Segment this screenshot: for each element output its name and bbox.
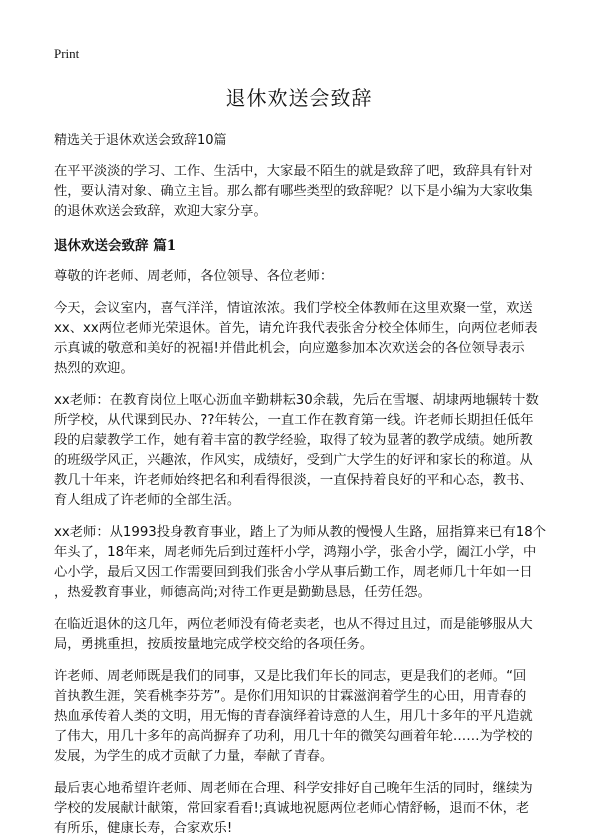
text-line: 许老师、周老师既是我们的同事，又是比我们年长的同志，更是我们的老师。“回 <box>54 669 527 684</box>
text-line: 热血承传着人类的文明，用无悔的青春演绎着诗意的人生，用几十多年的平凡造就 <box>54 709 533 724</box>
text-line: 育人组成了许老师的全部生活。 <box>54 493 241 508</box>
text-line: xx老师：从1993投身教育事业，踏上了为师从教的慢慢人生路，屈指算来已有18个 <box>54 525 546 540</box>
intro-paragraph <box>54 162 554 222</box>
text-line: 性，要认清对象、确立主旨。那么都有哪些类型的致辞呢？以下是小编为大家收集 <box>54 184 533 199</box>
text-line: ，热爱教育事业，师德高尚;对待工作更是勤勤恳恳，任劳任怨。 <box>54 585 431 600</box>
text-line: 在临近退休的这几年，两位老师没有倚老卖老，也从不得过且过，而是能够服从大 <box>54 617 533 632</box>
text-line: 教几十年来，许老师始终把名和利看得很淡，一直保持着良好的平和心态，教书、 <box>54 473 533 488</box>
text-line: 最后衷心地希望许老师、周老师在合理、科学安排好自己晚年生活的同时，继续为 <box>54 781 533 796</box>
page-title: 退休欢送会致辞 <box>225 86 373 110</box>
text-line: 心小学，最后又因工作需要回到我们张舍小学从事后勤工作，周老师几十年如一日 <box>54 565 533 580</box>
speech-paragraph <box>54 779 554 839</box>
text-line: 段的启蒙教学工作，她有着丰富的教学经验，取得了较为显著的教学成绩。她所教 <box>54 433 533 448</box>
text-line: 年头了，18年来，周老师先后到过莲杆小学，鸿翔小学，张舍小学，阖江小学，中 <box>54 545 537 560</box>
text-line: xx老师：在教育岗位上呕心沥血辛勤耕耘30余载，先后在雪堰、胡埭两地辗转十数 <box>54 393 539 408</box>
speech-paragraph <box>54 615 554 655</box>
speech-paragraph <box>54 391 554 511</box>
print-link[interactable]: Print <box>54 46 80 61</box>
text-line: 示真诚的敬意和美好的祝福!并借此机会，向应邀参加本次欢送会的各位领导表示 <box>54 341 525 356</box>
text-line: 有所乐，健康长寿，合家欢乐! <box>54 821 233 836</box>
text-line: 所学校，从代课到民办、??年转公，一直工作在教育第一线。许老师长期担任低年 <box>54 413 534 428</box>
text-line: 的退休欢送会致辞，欢迎大家分享。 <box>54 204 267 219</box>
section-heading: 退休欢送会致辞 篇1 <box>54 238 177 254</box>
salutation <box>54 267 554 287</box>
speech-paragraph <box>54 299 554 379</box>
text-line: 今天，会议室内，喜气洋洋，情谊浓浓。我们学校全体教师在这里欢聚一堂，欢送 <box>54 301 533 316</box>
text-line: 的班级学风正，兴趣浓，作风实，成绩好，受到广大学生的好评和家长的称道。从 <box>54 453 533 468</box>
text-line: xx、xx两位老师光荣退休。首先，请允许我代表张舍分校全体师生，向两位老师表 <box>54 321 538 336</box>
text-line: 在平平淡淡的学习、工作、生活中，大家最不陌生的就是致辞了吧，致辞具有针对 <box>54 164 533 179</box>
subtitle: 精选关于退休欢送会致辞10篇 <box>54 133 227 148</box>
text-line: 了伟大，用几十多年的高尚摒弃了功利，用几十年的微笑勾画着年轮……为学校的 <box>54 729 533 744</box>
speech-body <box>54 267 554 839</box>
text-line: 尊敬的许老师、周老师，各位领导、各位老师： <box>54 269 334 284</box>
text-line: 发展，为学生的成才贡献了力量，奉献了青春。 <box>54 749 334 764</box>
text-line: 热烈的欢迎。 <box>54 361 134 376</box>
speech-paragraph <box>54 667 554 767</box>
text-line: 首执教生涯，笑看桃李芬芳”。是你们用知识的甘霖滋润着学生的心田，用青春的 <box>54 689 527 704</box>
text-line: 学校的发展献计献策，常回家看看!;真诚地祝愿两位老师心情舒畅，退而不休，老 <box>54 801 530 816</box>
speech-paragraph <box>54 523 554 603</box>
text-line: 局，勇挑重担，按质按量地完成学校交给的各项任务。 <box>54 637 374 652</box>
